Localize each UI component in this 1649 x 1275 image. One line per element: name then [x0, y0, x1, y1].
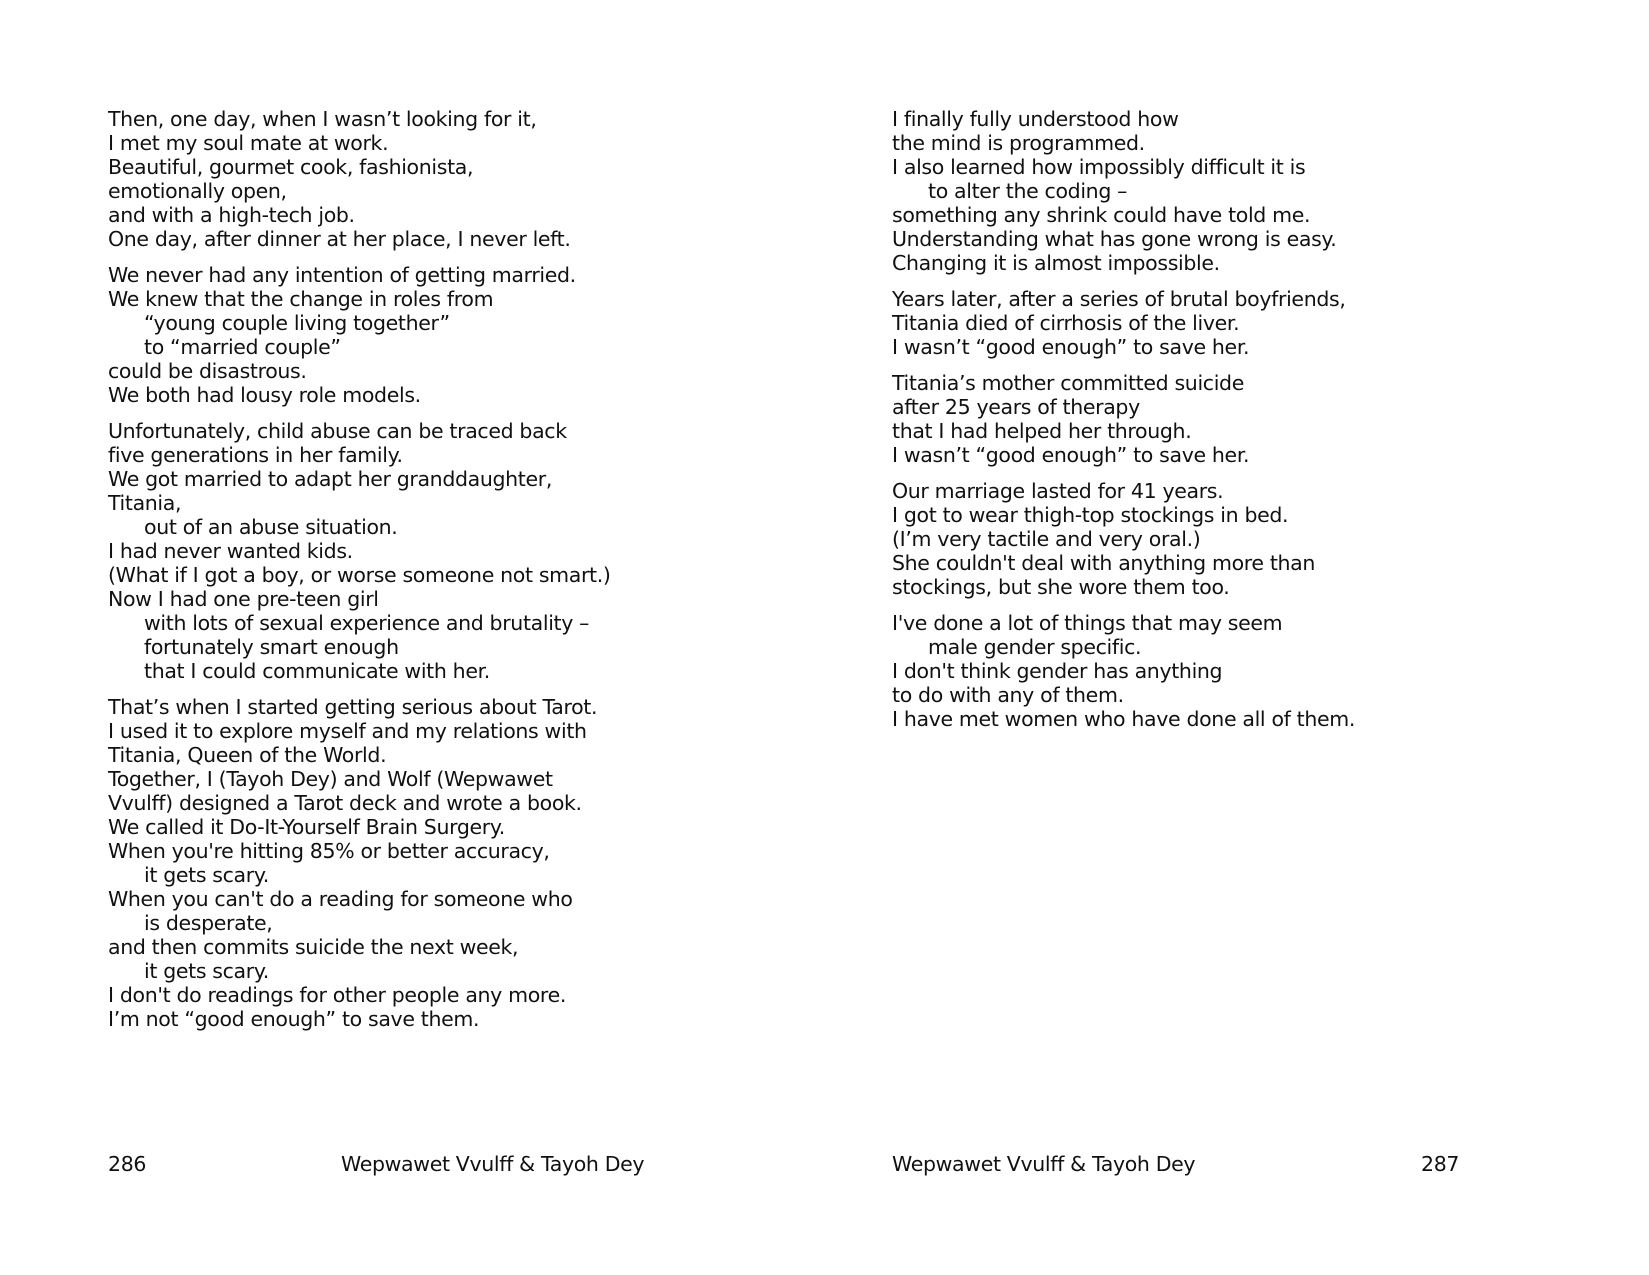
text-line: (What if I got a boy, or worse someone not smart.) — [108, 563, 611, 587]
text-line: to do with any of them. — [892, 683, 1124, 707]
text-line: She couldn't deal with anything more than — [892, 551, 1316, 575]
text-line: that I could communicate with her. — [144, 659, 490, 683]
right-page — [824, 0, 1649, 1275]
text-line: stockings, but she wore them too. — [892, 575, 1230, 599]
text-line: could be disastrous. — [108, 359, 307, 383]
text-line: I had never wanted kids. — [108, 539, 353, 563]
text-line: One day, after dinner at her place, I never left. — [108, 227, 571, 251]
text-line: Titania, Queen of the World. — [108, 743, 387, 767]
text-line: That’s when I started getting serious about Tarot. — [108, 695, 598, 719]
text-line: I got to wear thigh-top stockings in bed. — [892, 503, 1289, 527]
text-line: We got married to adapt her granddaughter, — [108, 467, 552, 491]
running-head: Wepwawet Vvulff & Tayoh Dey — [892, 1152, 1196, 1176]
paragraph — [108, 419, 611, 683]
text-line: We never had any intention of getting married. — [108, 263, 576, 287]
text-line: “young couple living together” — [144, 311, 450, 335]
text-line: male gender specific. — [928, 635, 1142, 659]
page-number: 287 — [1421, 1152, 1460, 1176]
text-line: I’m not “good enough” to save them. — [108, 1007, 480, 1031]
text-line: I also learned how impossibly difficult it is — [892, 155, 1306, 179]
right-page-body — [892, 107, 1355, 743]
text-line: When you're hitting 85% or better accuracy, — [108, 839, 550, 863]
running-head: Wepwawet Vvulff & Tayoh Dey — [341, 1152, 645, 1176]
text-line: (I’m very tactile and very oral.) — [892, 527, 1201, 551]
text-line: out of an abuse situation. — [144, 515, 398, 539]
text-line: it gets scary. — [144, 863, 269, 887]
text-line: Now I had one pre-teen girl — [108, 587, 379, 611]
text-line: Unfortunately, child abuse can be traced back — [108, 419, 567, 443]
text-line: to “married couple” — [144, 335, 341, 359]
text-line: the mind is programmed. — [892, 131, 1145, 155]
paragraph — [108, 263, 611, 407]
text-line: I've done a lot of things that may seem — [892, 611, 1283, 635]
text-line: Beautiful, gourmet cook, fashionista, — [108, 155, 474, 179]
paragraph — [892, 287, 1355, 359]
text-line: is desperate, — [144, 911, 273, 935]
left-page — [0, 0, 824, 1275]
text-line: I wasn’t “good enough” to save her. — [892, 335, 1250, 359]
text-line: Our marriage lasted for 41 years. — [892, 479, 1224, 503]
text-line: I don't do readings for other people any more. — [108, 983, 566, 1007]
text-line: five generations in her family. — [108, 443, 403, 467]
text-line: I finally fully understood how — [892, 107, 1179, 131]
text-line: with lots of sexual experience and brutality – — [144, 611, 590, 635]
text-line: We knew that the change in roles from — [108, 287, 494, 311]
paragraph — [108, 695, 611, 1031]
paragraph — [892, 479, 1355, 599]
paragraph — [892, 371, 1355, 467]
text-line: Titania, — [108, 491, 182, 515]
text-line: and with a high-tech job. — [108, 203, 355, 227]
text-line: to alter the coding – — [928, 179, 1128, 203]
text-line: fortunately smart enough — [144, 635, 399, 659]
text-line: Then, one day, when I wasn’t looking for it, — [108, 107, 537, 131]
paragraph — [108, 107, 611, 251]
text-line: Together, I (Tayoh Dey) and Wolf (Wepwawet — [108, 767, 553, 791]
text-line: after 25 years of therapy — [892, 395, 1140, 419]
text-line: When you can't do a reading for someone who — [108, 887, 573, 911]
text-line: We called it Do-It-Yourself Brain Surgery. — [108, 815, 505, 839]
text-line: and then commits suicide the next week, — [108, 935, 519, 959]
text-line: I don't think gender has anything — [892, 659, 1223, 683]
text-line: something any shrink could have told me. — [892, 203, 1311, 227]
text-line: Changing it is almost impossible. — [892, 251, 1220, 275]
text-line: Years later, after a series of brutal boyfriends, — [892, 287, 1346, 311]
text-line: I have met women who have done all of them. — [892, 707, 1356, 731]
left-page-body — [108, 107, 611, 1043]
text-line: Vvulff) designed a Tarot deck and wrote a book. — [108, 791, 582, 815]
text-line: I wasn’t “good enough” to save her. — [892, 443, 1250, 467]
text-line: I used it to explore myself and my relations with — [108, 719, 587, 743]
paragraph — [892, 107, 1355, 275]
text-line: that I had helped her through. — [892, 419, 1192, 443]
text-line: We both had lousy role models. — [108, 383, 421, 407]
page-number: 286 — [108, 1152, 147, 1176]
text-line: Titania’s mother committed suicide — [892, 371, 1244, 395]
text-line: Titania died of cirrhosis of the liver. — [892, 311, 1240, 335]
text-line: it gets scary. — [144, 959, 269, 983]
text-line: emotionally open, — [108, 179, 287, 203]
text-line: I met my soul mate at work. — [108, 131, 389, 155]
text-line: Understanding what has gone wrong is easy. — [892, 227, 1337, 251]
paragraph — [892, 611, 1355, 731]
